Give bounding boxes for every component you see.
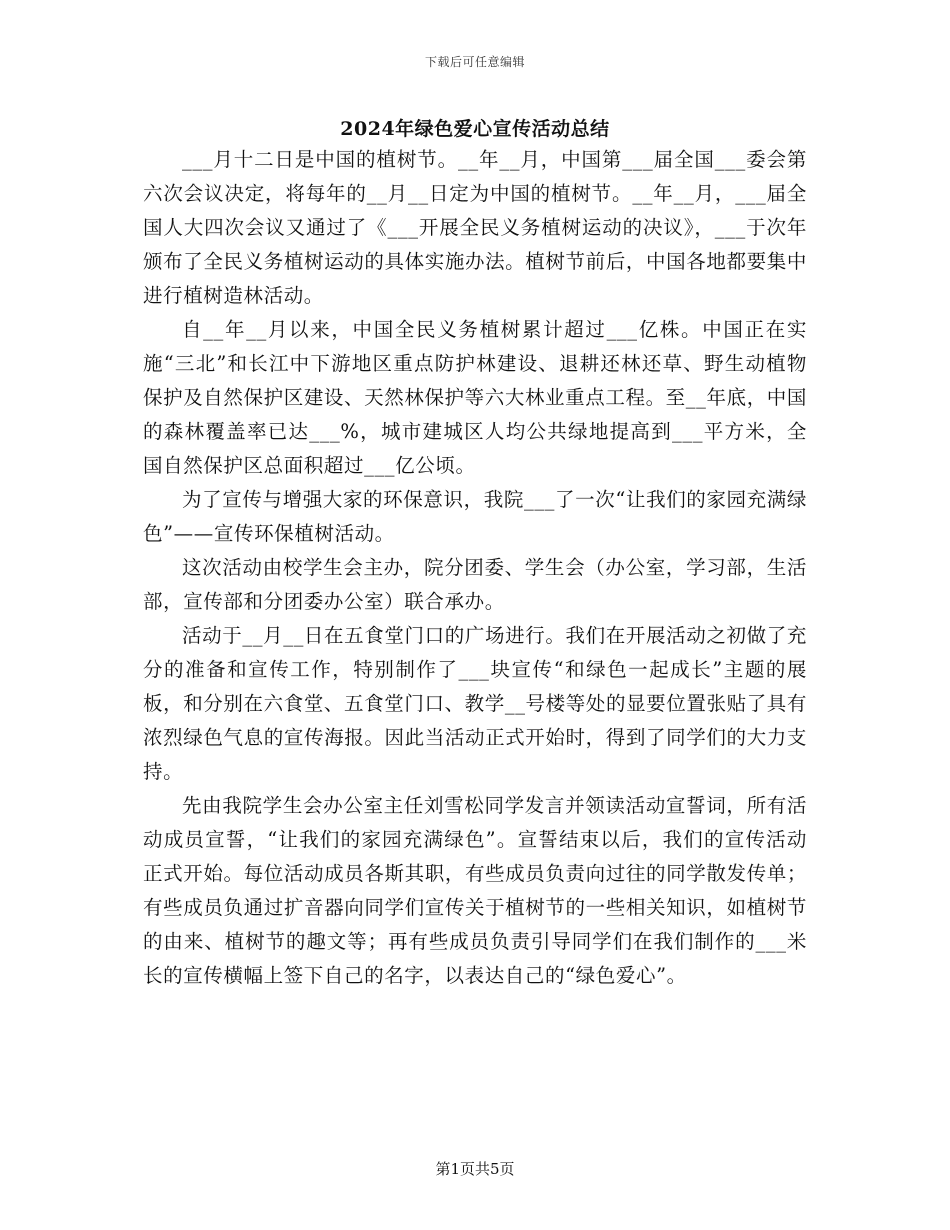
paragraph-1: ___月十二日是中国的植树节。__年__月，中国第___届全国___委会第六次会议决定，将每年的__月__日定为中国的植树节。__年__月，___届全国人大四次会议又通过了《___开展全民义务植树运动的决议》，___于次年颁布了全民义务植树运动的具体实施办法。植树节前后，中国各地都要集中进行植树造林活动。 — [143, 148, 807, 307]
document-body — [143, 143, 807, 993]
document-title: 2024年绿色爱心宣传活动总结 — [340, 118, 610, 140]
paragraph-5: 活动于__月__日在五食堂门口的广场进行。我们在开展活动之初做了充分的准备和宣传工作，特别制作了___块宣传“和绿色一起成长”主题的展板，和分别在六食堂、五食堂门口、教学__号楼等处的显要位置张贴了具有浓烈绿色气息的宣传海报。因此当活动正式开始时，得到了同学们的大力支持。 — [143, 624, 807, 783]
paragraph-3: 为了宣传与增强大家的环保意识，我院___了一次“让我们的家园充满绿色”——宣传环保植树活动。 — [143, 488, 807, 545]
paragraph-4: 这次活动由校学生会主办，院分团委、学生会（办公室，学习部，生活部，宣传部和分团委办公室）联合承办。 — [143, 556, 807, 613]
paragraph-6: 先由我院学生会办公室主任刘雪松同学发言并领读活动宣誓词，所有活动成员宣誓，“让我们的家园充满绿色”。宣誓结束以后，我们的宣传活动正式开始。每位活动成员各斯其职，有些成员负责向过往的同学散发传单；有些成员负通过扩音器向同学们宣传关于植树节的一些相关知识，如植树节的由来、植树节的趣文等；再有些成员负责引导同学们在我们制作的___米长的宣传横幅上签下自己的名字，以表达自己的“绿色爱心”。 — [143, 794, 807, 987]
paragraph-2: 自__年__月以来，中国全民义务植树累计超过___亿株。中国正在实施“三北”和长江中下游地区重点防护林建设、退耕还林还草、野生动植物保护及自然保护区建设、天然林保护等六大林业重点工程。至__年底，中国的森林覆盖率已达___%，城市建城区人均公共绿地提高到___平方米，全国自然保护区总面积超过___亿公顷。 — [143, 318, 807, 477]
page-indicator: 第1页共5页 — [435, 1160, 515, 1178]
header-note: 下载后可任意编辑 — [424, 55, 525, 69]
